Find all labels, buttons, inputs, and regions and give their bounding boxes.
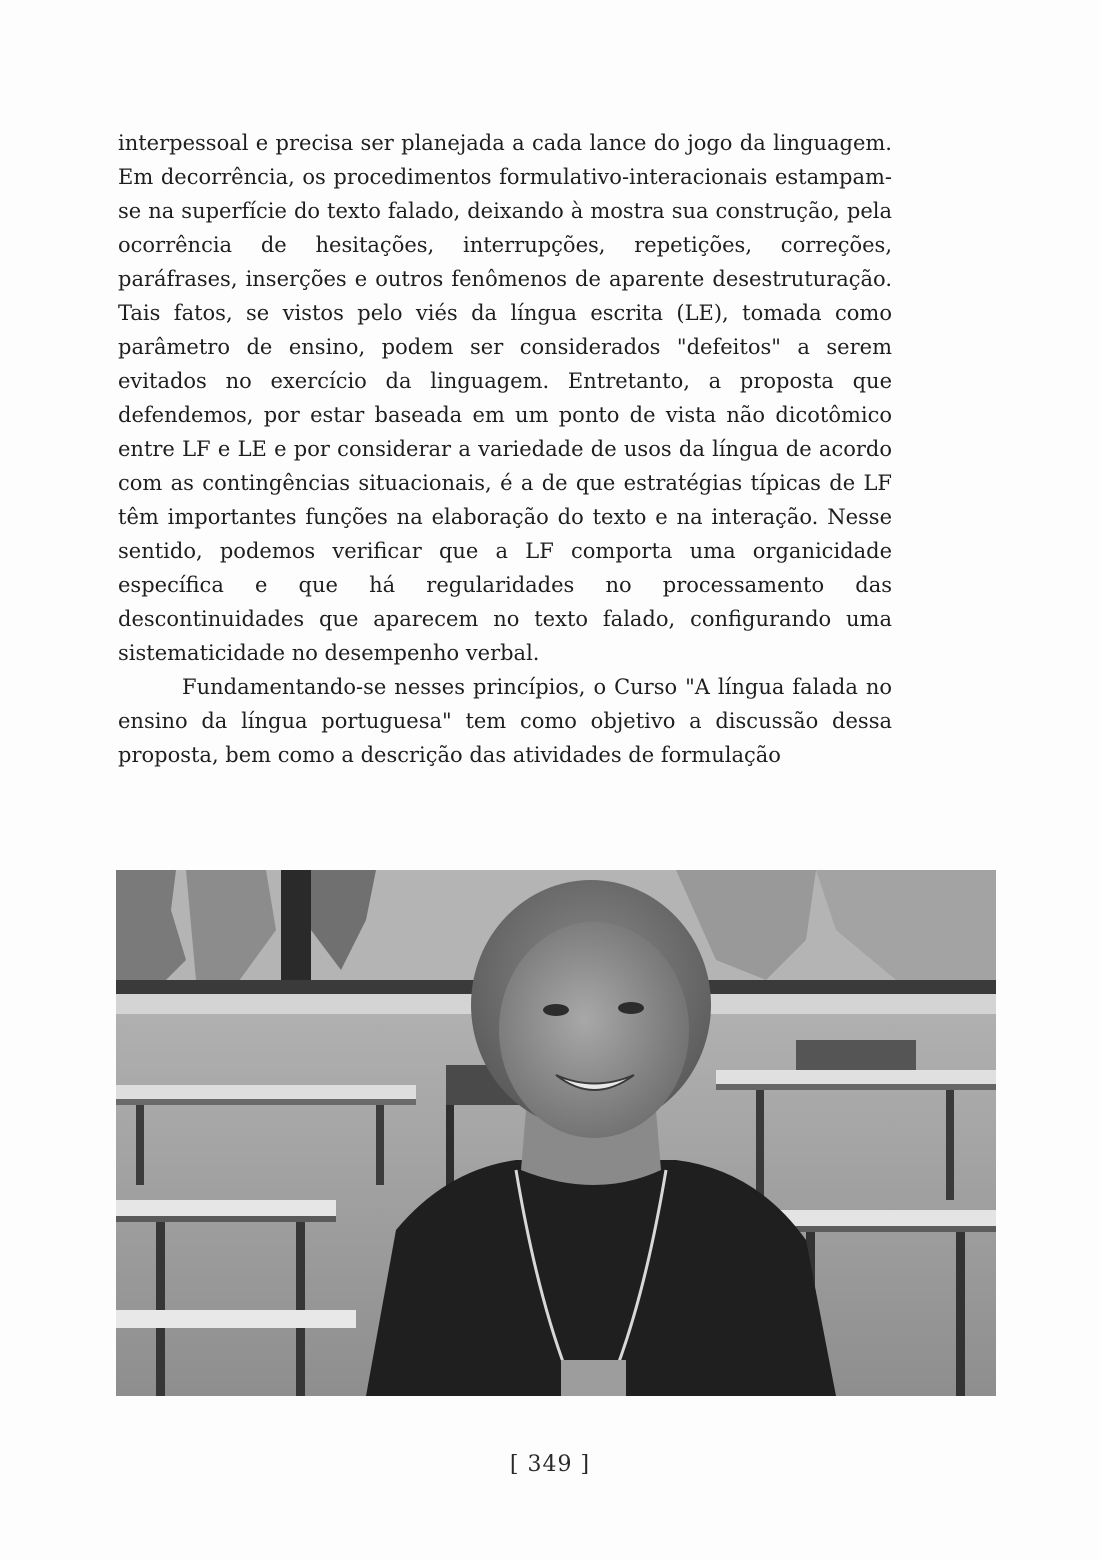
page-number: [ 349 ] [509,1452,591,1477]
paragraph-1: interpessoal e precisa ser planejada a cada lance do jogo da linguagem. Em decorrência, os procedimentos formulativo-interacionais estampam-se na superfície do texto falado, deixando à mostra sua construção, pela ocorrência de hesitações, interrupções, repetições, correções, paráfrases, inserções e outros fenômenos de aparente desestruturação. Tais fatos, se vistos pelo viés da língua escrita (LE), tomada como parâmetro de ensino, podem ser considerados "defeitos" a serem evitados no exercício da linguagem. Entretanto, a proposta que defendemos, por estar baseada em um ponto de vista não dicotômico entre LF e LE e por considerar a variedade de usos da língua de acordo com as contingências situacionais, é a de que estratégias típicas de LF têm importantes funções na elaboração do texto e na interação. Nesse sentido, podemos verificar que a LF comporta uma organicidade específica e que há regularidades no processamento das descontinuidades que aparecem no texto falado, configurando uma sistematicidade no desempenho verbal. [118,131,892,665]
portrait-photo-icon [116,870,996,1396]
paragraph-2: Fundamentando-se nesses princípios, o Curso "A língua falada no ensino da língua portuguesa" tem como objetivo a discussão dessa proposta, bem como a descrição das atividades de formulação [118,675,892,767]
portrait-photo [116,870,996,1396]
body-text [118,126,892,772]
